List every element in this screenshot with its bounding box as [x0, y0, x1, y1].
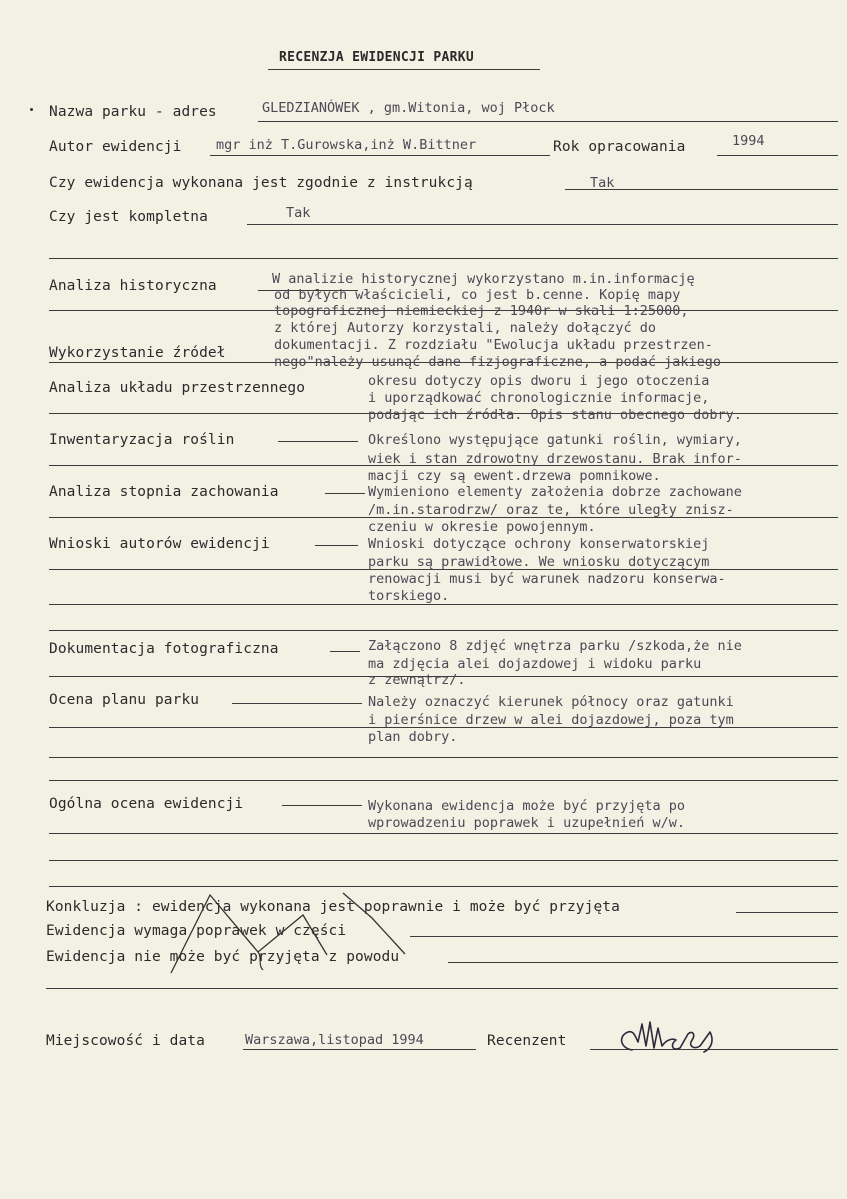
label-wnioski: Wnioski autorów ewidencji: [49, 536, 270, 552]
miejscowosc-value: Warszawa,listopad 1994: [245, 1032, 424, 1048]
review-text-line: parku są prawidłowe. We wniosku dotyczącym: [368, 554, 710, 570]
nazwa-value: GLEDZIANÓWEK , gm.Witonia, woj Płock: [262, 100, 555, 116]
review-text-line: od byłych właścicieli, co jest b.cenne. Kopię mapy: [274, 287, 681, 303]
label-analiza-historyczna: Analiza historyczna: [49, 278, 217, 294]
review-text-line: Wykonana ewidencja może być przyjęta po: [368, 798, 685, 814]
review-text-line: i pierśnice drzew w alei dojazdowej, poza tym: [368, 712, 734, 728]
review-text-line: macji czy są ewent.drzewa pomnikowe.: [368, 468, 661, 484]
label-inwentaryzacja: Inwentaryzacja roślin: [49, 432, 235, 448]
review-text-line: Określono występujące gatunki roślin, wymiary,: [368, 432, 742, 448]
autor-label: Autor ewidencji: [49, 139, 182, 155]
review-text-line: Wnioski dotyczące ochrony konserwatorskiej: [368, 536, 710, 552]
review-text-line: Wymieniono elementy założenia dobrze zachowane: [368, 484, 742, 500]
review-text-line: /m.in.starodrzw/ oraz te, które uległy znisz-: [368, 502, 734, 518]
konkluzja-line-2: Ewidencja wymaga poprawek w części: [46, 923, 347, 939]
zgodna-label: Czy ewidencja wykonana jest zgodnie z instrukcją: [49, 175, 473, 191]
rok-label: Rok opracowania: [553, 139, 686, 155]
review-text-line: torskiego.: [368, 588, 450, 604]
review-text-line: wprowadzeniu poprawek i uzupełnień w/w.: [368, 815, 685, 831]
review-text-line: z której Autorzy korzystali, należy dołączyć do: [274, 320, 657, 336]
review-text-line: podając ich źródła. Opis stanu obecnego dobry.: [368, 407, 742, 423]
review-text-line: W analizie historycznej wykorzystano m.in.informację: [272, 271, 695, 287]
miejscowosc-line: [243, 1049, 476, 1050]
zgodna-value: Tak: [590, 175, 615, 191]
recenzent-label: Recenzent: [487, 1033, 567, 1049]
review-text-line: renowacji musi być warunek nadzoru konserwa-: [368, 571, 726, 587]
rok-value: 1994: [732, 133, 765, 149]
nazwa-label: Nazwa parku - adres: [49, 104, 217, 120]
kompletna-label: Czy jest kompletna: [49, 209, 208, 225]
review-text-line: z zewnątrz/.: [368, 672, 466, 688]
miejscowosc-label: Miejscowość i data: [46, 1033, 205, 1049]
review-text-line: ma zdjęcia alei dojazdowej i widoku parku: [368, 656, 702, 672]
review-text-line: czeniu w okresie powojennym.: [368, 519, 596, 535]
kompletna-value: Tak: [286, 205, 311, 221]
label-analiza-stopnia: Analiza stopnia zachowania: [49, 484, 279, 500]
review-text-line: dokumentacji. Z rozdziału "Ewolucja układu przestrzen-: [274, 337, 713, 353]
signature: [600, 1012, 740, 1062]
konkluzja-line-3: Ewidencja nie może być przyjęta z powodu: [46, 949, 400, 965]
review-text-line: Załączono 8 zdjęć wnętrza parku /szkoda,że nie: [368, 638, 742, 654]
review-text-line: nego"należy usunąć dane fizjograficzne, a podać jakiego: [274, 354, 722, 370]
autor-value: mgr inż T.Gurowska,inż W.Bittner: [216, 137, 477, 153]
page-title: RECENZJA EWIDENCJI PARKU: [279, 50, 475, 65]
review-text-line: okresu dotyczy opis dworu i jego otoczenia: [368, 373, 710, 389]
review-text-line: Należy oznaczyć kierunek północy oraz gatunki: [368, 694, 734, 710]
review-text-line: topograficznej niemieckiej z 1940r w skali 1:25000,: [274, 303, 689, 319]
review-text-line: wiek i stan zdrowotny drzewostanu. Brak infor-: [368, 451, 742, 467]
konkluzja-line-1: Konkluzja : ewidencja wykonana jest poprawnie i może być przyjęta: [46, 899, 620, 915]
label-dokumentacja: Dokumentacja fotograficzna: [49, 641, 279, 657]
review-text-line: plan dobry.: [368, 729, 458, 745]
label-ocena-planu: Ocena planu parku: [49, 692, 200, 708]
label-ogolna-ocena: Ogólna ocena ewidencji: [49, 796, 244, 812]
label-wykorzystanie-zrodel: Wykorzystanie źródeł: [49, 345, 226, 361]
label-analiza-ukladu: Analiza układu przestrzennego: [49, 380, 306, 396]
review-text-line: i uporządkować chronologicznie informacje,: [368, 390, 710, 406]
